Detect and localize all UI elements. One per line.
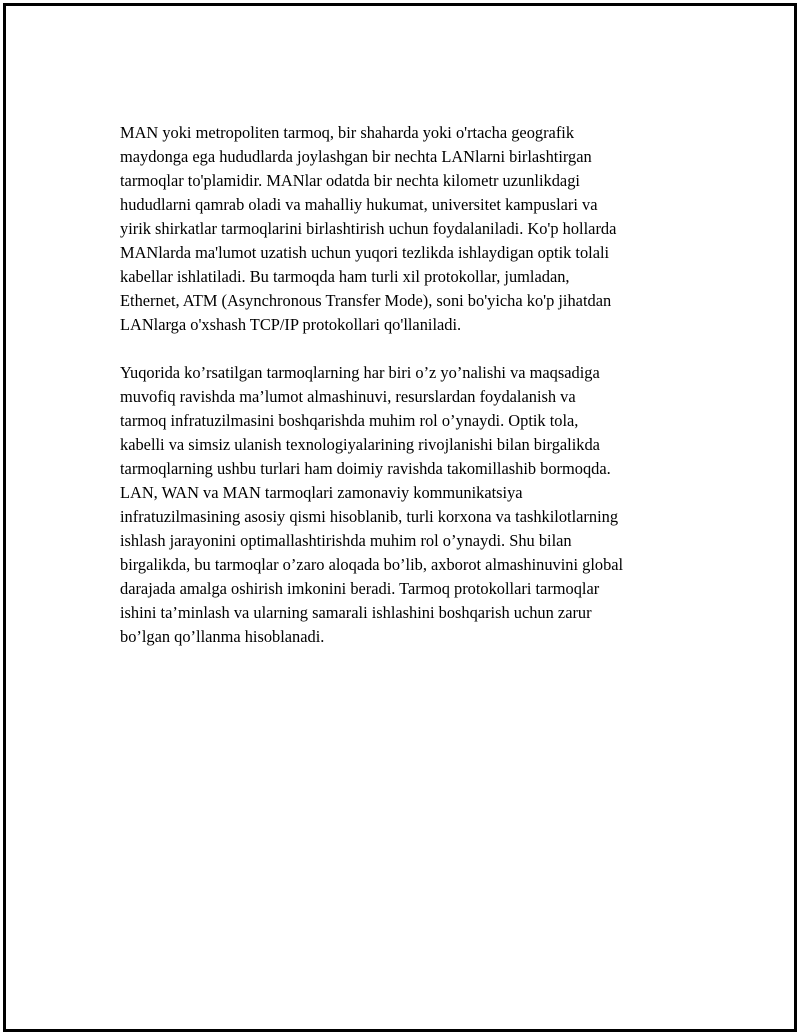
document-body — [120, 121, 680, 673]
text-line: ishlash jarayonini optimallashtirishda muhim rol o’ynaydi. Shu bilan — [120, 531, 572, 550]
text-line: birgalikda, bu tarmoqlar o’zaro aloqada bo’lib, axborot almashinuvini global — [120, 555, 624, 574]
text-line: yirik shirkatlar tarmoqlarini birlashtirish uchun foydalaniladi. Ko'p hollarda — [120, 219, 617, 238]
text-line: LANlarga o'xshash TCP/IP protokollari qo'llaniladi. — [120, 315, 462, 334]
text-line: maydonga ega hududlarda joylashgan bir nechta LANlarni birlashtirgan — [120, 147, 592, 166]
text-line: tarmoqlar to'plamidir. MANlar odatda bir nechta kilometr uzunlikdagi — [120, 171, 580, 190]
text-line: kabelli va simsiz ulanish texnologiyalarining rivojlanishi bilan birgalikda — [120, 435, 600, 454]
text-line: MAN yoki metropoliten tarmoq, bir shaharda yoki o'rtacha geografik — [120, 123, 575, 142]
text-line: hududlarni qamrab oladi va mahalliy hukumat, universitet kampuslari va — [120, 195, 598, 214]
text-line: infratuzilmasining asosiy qismi hisoblanib, turli korxona va tashkilotlarning — [120, 507, 619, 526]
text-line: Ethernet, ATM (Asynchronous Transfer Mode), soni bo'yicha ko'p jihatdan — [120, 291, 612, 310]
text-line: bo’lgan qo’llanma hisoblanadi. — [120, 627, 325, 646]
document-page — [3, 3, 797, 1032]
text-line: tarmoq infratuzilmasini boshqarishda muhim rol o’ynaydi. Optik tola, — [120, 411, 579, 430]
text-line: darajada amalga oshirish imkonini beradi. Tarmoq protokollari tarmoqlar — [120, 579, 600, 598]
text-line: LAN, WAN va MAN tarmoqlari zamonaviy kommunikatsiya — [120, 483, 523, 502]
paragraph-network-summary — [120, 361, 680, 649]
text-line: tarmoqlarning ushbu turlari ham doimiy ravishda takomillashib bormoqda. — [120, 459, 611, 478]
text-line: Yuqorida ko’rsatilgan tarmoqlarning har biri o’z yo’nalishi va maqsadiga — [120, 363, 600, 382]
text-line: muvofiq ravishda ma’lumot almashinuvi, resurslardan foydalanish va — [120, 387, 576, 406]
text-line: kabellar ishlatiladi. Bu tarmoqda ham turli xil protokollar, jumladan, — [120, 267, 570, 286]
paragraph-man-networks — [120, 121, 680, 337]
text-line: ishini ta’minlash va ularning samarali ishlashini boshqarish uchun zarur — [120, 603, 592, 622]
text-line: MANlarda ma'lumot uzatish uchun yuqori tezlikda ishlaydigan optik tolali — [120, 243, 610, 262]
